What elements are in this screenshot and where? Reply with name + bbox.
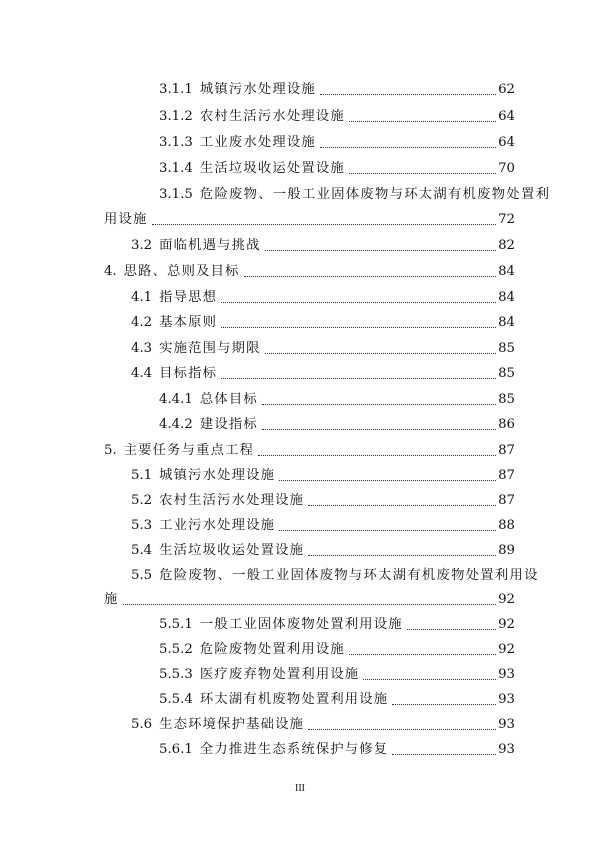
dot-leader bbox=[349, 654, 496, 655]
toc-entry-5-5-line1[interactable] bbox=[0, 560, 539, 584]
toc-number: 5.2 bbox=[131, 493, 153, 508]
toc-number: 3.1.4 bbox=[159, 161, 193, 176]
dot-leader bbox=[265, 353, 496, 354]
dot-leader bbox=[308, 555, 496, 556]
toc-number: 3.1.1 bbox=[159, 82, 193, 97]
toc-number: 4.2 bbox=[131, 315, 153, 330]
toc-number: 5.1 bbox=[131, 468, 153, 483]
dot-leader bbox=[349, 121, 496, 122]
toc-title: 城镇污水处理设施 bbox=[159, 468, 276, 483]
toc-number: 4.4 bbox=[131, 366, 153, 381]
toc-entry-5[interactable] bbox=[0, 435, 515, 459]
dot-leader bbox=[392, 754, 496, 755]
toc-title: 农村生活污水处理设施 bbox=[159, 493, 305, 508]
toc-title: 生态环境保护基础设施 bbox=[159, 717, 305, 732]
dot-leader bbox=[407, 629, 496, 630]
toc-entry-5-5-line2[interactable] bbox=[0, 584, 515, 608]
toc-entry-4-3[interactable] bbox=[0, 333, 515, 357]
toc-page: 84 bbox=[498, 264, 515, 279]
toc-number: 3.1.2 bbox=[159, 109, 193, 124]
dot-leader bbox=[320, 147, 496, 148]
dot-leader bbox=[349, 173, 496, 174]
toc-page: 93 bbox=[498, 717, 515, 732]
toc-number: 5.3 bbox=[131, 518, 153, 533]
toc-title-continued: 用设施 bbox=[104, 212, 148, 227]
toc-title: 工业污水处理设施 bbox=[159, 518, 276, 533]
toc-number: 5.6.1 bbox=[159, 742, 193, 757]
toc-entry-3-1-5-line2[interactable] bbox=[0, 204, 515, 228]
toc-page: 88 bbox=[498, 518, 515, 533]
dot-leader bbox=[262, 429, 496, 430]
toc-entry-3-1-2[interactable] bbox=[0, 101, 515, 125]
toc-number: 4.4.1 bbox=[159, 392, 193, 407]
toc-number: 5.5.1 bbox=[159, 617, 193, 632]
toc-title: 主要任务与重点工程 bbox=[123, 443, 255, 458]
dot-leader bbox=[392, 704, 496, 705]
toc-page: 87 bbox=[498, 493, 515, 508]
toc-page: 84 bbox=[498, 315, 515, 330]
dot-leader bbox=[123, 604, 497, 605]
toc-title: 生活垃圾收运处置设施 bbox=[159, 543, 305, 558]
dot-leader bbox=[320, 94, 496, 95]
toc-number: 4.1 bbox=[131, 290, 153, 305]
dot-leader bbox=[265, 250, 496, 251]
toc-entry-3-1-4[interactable] bbox=[0, 153, 515, 177]
toc-number: 5. bbox=[104, 443, 117, 458]
toc-title: 危险废物处置利用设施 bbox=[199, 642, 345, 657]
toc-number: 3.1.3 bbox=[159, 135, 193, 150]
dot-leader bbox=[258, 455, 496, 456]
toc-entry-5-1[interactable] bbox=[0, 460, 515, 484]
toc-title: 危险废物、一般工业固体废物与环太湖有机废物处置利 bbox=[199, 187, 551, 202]
toc-page: 93 bbox=[498, 742, 515, 757]
toc-page: 70 bbox=[498, 161, 515, 176]
toc-entry-3-1-5-line1[interactable] bbox=[0, 179, 551, 203]
toc-title: 基本原则 bbox=[159, 315, 218, 330]
toc-title: 生活垃圾收运处置设施 bbox=[199, 161, 345, 176]
dot-leader bbox=[221, 327, 496, 328]
toc-title: 目标指标 bbox=[159, 366, 218, 381]
dot-leader bbox=[279, 530, 496, 531]
toc-page: 93 bbox=[498, 667, 515, 682]
toc-entry-5-6[interactable] bbox=[0, 709, 515, 733]
toc-entry-3-1-3[interactable] bbox=[0, 127, 515, 151]
toc-number: 4. bbox=[104, 264, 117, 279]
toc-number: 5.6 bbox=[131, 717, 153, 732]
toc-title: 指导思想 bbox=[159, 290, 218, 305]
toc-number: 5.4 bbox=[131, 543, 153, 558]
toc-entry-5-4[interactable] bbox=[0, 535, 515, 559]
toc-page: 85 bbox=[498, 341, 515, 356]
dot-leader bbox=[363, 679, 496, 680]
toc-page: 89 bbox=[498, 543, 515, 558]
toc-entry-5-5-4[interactable] bbox=[0, 684, 515, 708]
toc-entry-4-4-2[interactable] bbox=[0, 409, 515, 433]
toc-entry-4[interactable] bbox=[0, 256, 515, 280]
toc-page: 86 bbox=[498, 417, 515, 432]
toc-entry-4-1[interactable] bbox=[0, 282, 515, 306]
toc-page: 85 bbox=[498, 366, 515, 381]
toc-title-continued: 施 bbox=[104, 592, 119, 607]
dot-leader bbox=[308, 505, 496, 506]
toc-entry-5-6-1[interactable] bbox=[0, 734, 515, 758]
toc-title: 实施范围与期限 bbox=[159, 341, 261, 356]
toc-title: 环太湖有机废物处置利用设施 bbox=[199, 692, 389, 707]
toc-title: 城镇污水处理设施 bbox=[199, 82, 316, 97]
toc-page: 87 bbox=[498, 468, 515, 483]
toc-title: 医疗废弃物处置利用设施 bbox=[199, 667, 360, 682]
toc-entry-5-5-2[interactable] bbox=[0, 634, 515, 658]
toc-page: 92 bbox=[498, 592, 515, 607]
toc-title: 总体目标 bbox=[199, 392, 258, 407]
page-number: III bbox=[295, 783, 305, 794]
toc-page: 85 bbox=[498, 392, 515, 407]
toc-title: 建设指标 bbox=[199, 417, 258, 432]
toc-title: 一般工业固体废物处置利用设施 bbox=[199, 617, 403, 632]
toc-entry-4-4-1[interactable] bbox=[0, 384, 515, 408]
toc-number: 5.5.2 bbox=[159, 642, 193, 657]
toc-entry-5-3[interactable] bbox=[0, 510, 515, 534]
toc-number: 3.2 bbox=[131, 238, 153, 253]
toc-title: 全力推进生态系统保护与修复 bbox=[199, 742, 389, 757]
toc-number: 4.3 bbox=[131, 341, 153, 356]
toc-page: 93 bbox=[498, 692, 515, 707]
dot-leader bbox=[262, 404, 496, 405]
toc-title: 危险废物、一般工业固体废物与环太湖有机废物处置利用设 bbox=[159, 568, 539, 583]
toc-number: 3.1.5 bbox=[159, 187, 193, 202]
toc-page: 64 bbox=[498, 109, 515, 124]
dot-leader bbox=[279, 480, 496, 481]
toc-page: 62 bbox=[498, 82, 515, 97]
dot-leader bbox=[244, 276, 496, 277]
toc-page: 92 bbox=[498, 617, 515, 632]
dot-leader bbox=[221, 302, 496, 303]
toc-entry-5-5-1[interactable] bbox=[0, 609, 515, 633]
toc-title: 农村生活污水处理设施 bbox=[199, 109, 345, 124]
toc-title: 面临机遇与挑战 bbox=[159, 238, 261, 253]
toc-page: 72 bbox=[498, 212, 515, 227]
dot-leader bbox=[308, 729, 496, 730]
dot-leader bbox=[152, 224, 497, 225]
toc-page: 87 bbox=[498, 443, 515, 458]
toc-entry-5-5-3[interactable] bbox=[0, 659, 515, 683]
toc-number: 5.5.4 bbox=[159, 692, 193, 707]
toc-entry-3-2[interactable] bbox=[0, 230, 515, 254]
toc-number: 5.5.3 bbox=[159, 667, 193, 682]
toc-number: 4.4.2 bbox=[159, 417, 193, 432]
toc-title: 工业废水处理设施 bbox=[199, 135, 316, 150]
dot-leader bbox=[221, 378, 496, 379]
toc-number: 5.5 bbox=[131, 568, 153, 583]
toc-entry-4-2[interactable] bbox=[0, 307, 515, 331]
toc-entry-3-1-1[interactable] bbox=[0, 74, 515, 98]
toc-page: 64 bbox=[498, 135, 515, 150]
toc-entry-5-2[interactable] bbox=[0, 485, 515, 509]
toc-entry-4-4[interactable] bbox=[0, 358, 515, 382]
toc-title: 思路、总则及目标 bbox=[123, 264, 240, 279]
toc-page: 84 bbox=[498, 290, 515, 305]
toc-page: 92 bbox=[498, 642, 515, 657]
toc-page: 82 bbox=[498, 238, 515, 253]
